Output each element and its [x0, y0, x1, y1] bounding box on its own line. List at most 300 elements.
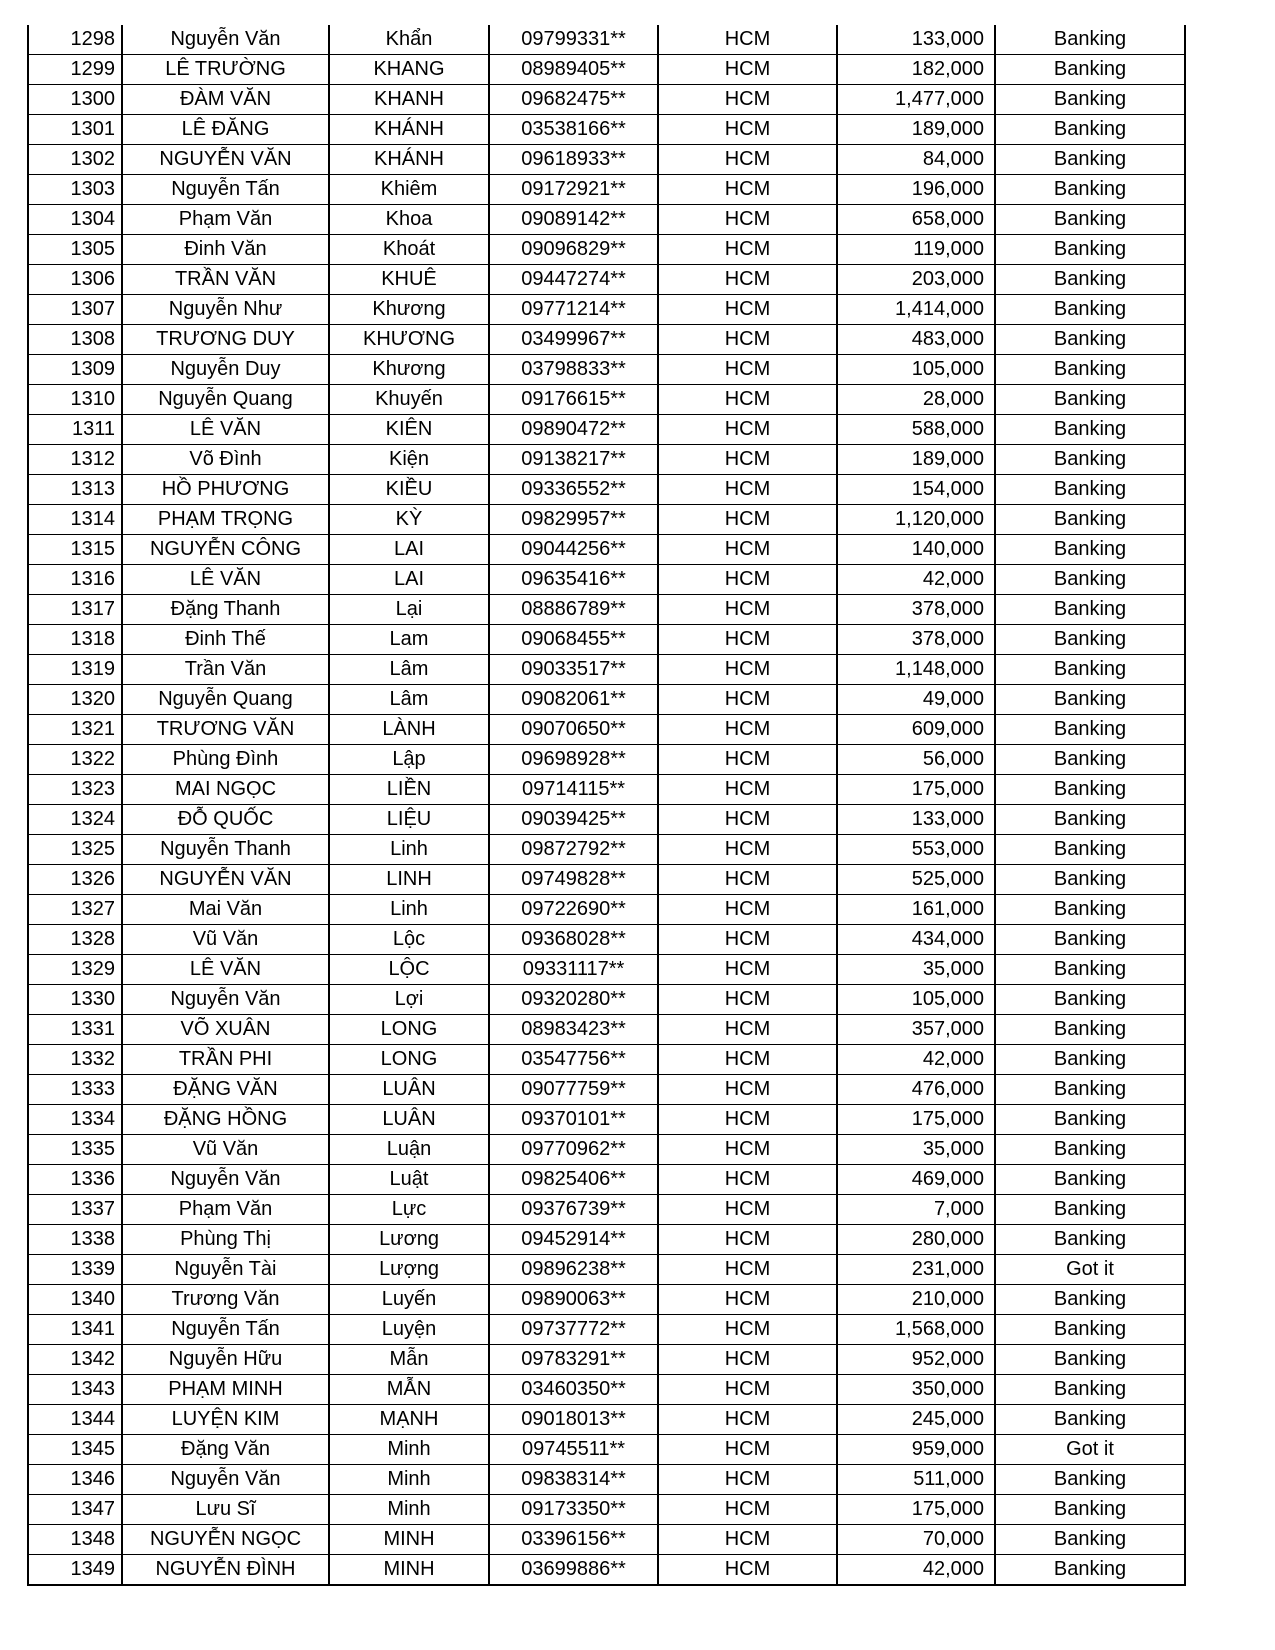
last-middle-name-cell: Nguyễn Quang [122, 385, 329, 415]
phone-number-cell: 03460350** [489, 1375, 658, 1405]
table-row [28, 535, 1185, 565]
method-cell: Banking [995, 475, 1185, 505]
city-cell: HCM [658, 1435, 837, 1465]
city-cell: HCM [658, 295, 837, 325]
method-cell: Got it [995, 1435, 1185, 1465]
method-cell: Banking [995, 1015, 1185, 1045]
first-name-cell: Luyến [329, 1285, 489, 1315]
amount-cell: 35,000 [837, 1135, 995, 1165]
city-cell: HCM [658, 205, 837, 235]
method-cell: Banking [995, 715, 1185, 745]
first-name-cell: Minh [329, 1495, 489, 1525]
table-row [28, 1495, 1185, 1525]
first-name-cell: LUÂN [329, 1105, 489, 1135]
row-number-cell: 1337 [28, 1195, 122, 1225]
row-number-cell: 1317 [28, 595, 122, 625]
method-cell: Banking [995, 1195, 1185, 1225]
table-row [28, 415, 1185, 445]
phone-number-cell: 09089142** [489, 205, 658, 235]
first-name-cell: Kiện [329, 445, 489, 475]
first-name-cell: LINH [329, 865, 489, 895]
amount-cell: 119,000 [837, 235, 995, 265]
city-cell: HCM [658, 1255, 837, 1285]
city-cell: HCM [658, 1315, 837, 1345]
last-middle-name-cell: NGUYỄN ĐÌNH [122, 1555, 329, 1586]
method-cell: Banking [995, 1405, 1185, 1435]
first-name-cell: KIÊN [329, 415, 489, 445]
row-number-cell: 1342 [28, 1345, 122, 1375]
phone-number-cell: 09890472** [489, 415, 658, 445]
last-middle-name-cell: Nguyễn Văn [122, 25, 329, 55]
first-name-cell: Khoa [329, 205, 489, 235]
first-name-cell: MINH [329, 1525, 489, 1555]
phone-number-cell: 09033517** [489, 655, 658, 685]
method-cell: Banking [995, 1135, 1185, 1165]
phone-number-cell: 09172921** [489, 175, 658, 205]
method-cell: Banking [995, 895, 1185, 925]
method-cell: Banking [995, 1315, 1185, 1345]
amount-cell: 154,000 [837, 475, 995, 505]
table-row [28, 655, 1185, 685]
last-middle-name-cell: Lưu Sĩ [122, 1495, 329, 1525]
amount-cell: 553,000 [837, 835, 995, 865]
first-name-cell: KHANH [329, 85, 489, 115]
city-cell: HCM [658, 865, 837, 895]
row-number-cell: 1343 [28, 1375, 122, 1405]
first-name-cell: Khương [329, 355, 489, 385]
amount-cell: 42,000 [837, 1555, 995, 1586]
phone-number-cell: 09070650** [489, 715, 658, 745]
method-cell: Banking [995, 1525, 1185, 1555]
last-middle-name-cell: Trần Văn [122, 655, 329, 685]
method-cell: Banking [995, 55, 1185, 85]
last-middle-name-cell: Nguyễn Văn [122, 985, 329, 1015]
phone-number-cell: 09320280** [489, 985, 658, 1015]
amount-cell: 161,000 [837, 895, 995, 925]
amount-cell: 1,414,000 [837, 295, 995, 325]
table-row [28, 1345, 1185, 1375]
last-middle-name-cell: Nguyễn Văn [122, 1165, 329, 1195]
city-cell: HCM [658, 955, 837, 985]
phone-number-cell: 09635416** [489, 565, 658, 595]
first-name-cell: LUÂN [329, 1075, 489, 1105]
row-number-cell: 1298 [28, 25, 122, 55]
first-name-cell: KỲ [329, 505, 489, 535]
first-name-cell: MINH [329, 1555, 489, 1586]
row-number-cell: 1308 [28, 325, 122, 355]
first-name-cell: Luận [329, 1135, 489, 1165]
phone-number-cell: 09825406** [489, 1165, 658, 1195]
phone-number-cell: 09096829** [489, 235, 658, 265]
phone-number-cell: 09872792** [489, 835, 658, 865]
table-row [28, 115, 1185, 145]
method-cell: Banking [995, 985, 1185, 1015]
table-row [28, 685, 1185, 715]
row-number-cell: 1336 [28, 1165, 122, 1195]
method-cell: Banking [995, 1165, 1185, 1195]
row-number-cell: 1318 [28, 625, 122, 655]
phone-number-cell: 08983423** [489, 1015, 658, 1045]
amount-cell: 511,000 [837, 1465, 995, 1495]
city-cell: HCM [658, 1165, 837, 1195]
phone-number-cell: 09044256** [489, 535, 658, 565]
table-row [28, 1435, 1185, 1465]
amount-cell: 28,000 [837, 385, 995, 415]
last-middle-name-cell: Nguyễn Quang [122, 685, 329, 715]
row-number-cell: 1304 [28, 205, 122, 235]
amount-cell: 469,000 [837, 1165, 995, 1195]
amount-cell: 525,000 [837, 865, 995, 895]
amount-cell: 1,568,000 [837, 1315, 995, 1345]
method-cell: Banking [995, 115, 1185, 145]
amount-cell: 42,000 [837, 1045, 995, 1075]
phone-number-cell: 09173350** [489, 1495, 658, 1525]
city-cell: HCM [658, 1465, 837, 1495]
phone-number-cell: 09176615** [489, 385, 658, 415]
row-number-cell: 1349 [28, 1555, 122, 1586]
phone-number-cell: 09370101** [489, 1105, 658, 1135]
amount-cell: 189,000 [837, 115, 995, 145]
city-cell: HCM [658, 895, 837, 925]
table-row [28, 1045, 1185, 1075]
amount-cell: 140,000 [837, 535, 995, 565]
phone-number-cell: 09838314** [489, 1465, 658, 1495]
table-row [28, 1465, 1185, 1495]
last-middle-name-cell: LUYỆN KIM [122, 1405, 329, 1435]
amount-cell: 476,000 [837, 1075, 995, 1105]
city-cell: HCM [658, 355, 837, 385]
last-middle-name-cell: LÊ ĐĂNG [122, 115, 329, 145]
phone-number-cell: 09336552** [489, 475, 658, 505]
city-cell: HCM [658, 1375, 837, 1405]
row-number-cell: 1306 [28, 265, 122, 295]
row-number-cell: 1305 [28, 235, 122, 265]
phone-number-cell: 03538166** [489, 115, 658, 145]
table-row [28, 745, 1185, 775]
method-cell: Banking [995, 775, 1185, 805]
city-cell: HCM [658, 775, 837, 805]
first-name-cell: Lâm [329, 655, 489, 685]
table-row [28, 25, 1185, 55]
row-number-cell: 1328 [28, 925, 122, 955]
phone-number-cell: 09082061** [489, 685, 658, 715]
amount-cell: 189,000 [837, 445, 995, 475]
row-number-cell: 1341 [28, 1315, 122, 1345]
table-row [28, 985, 1185, 1015]
first-name-cell: Khiêm [329, 175, 489, 205]
row-number-cell: 1320 [28, 685, 122, 715]
row-number-cell: 1325 [28, 835, 122, 865]
amount-cell: 105,000 [837, 355, 995, 385]
row-number-cell: 1334 [28, 1105, 122, 1135]
last-middle-name-cell: LÊ VĂN [122, 565, 329, 595]
amount-cell: 357,000 [837, 1015, 995, 1045]
phone-number-cell: 09749828** [489, 865, 658, 895]
city-cell: HCM [658, 745, 837, 775]
city-cell: HCM [658, 715, 837, 745]
amount-cell: 35,000 [837, 955, 995, 985]
city-cell: HCM [658, 265, 837, 295]
phone-number-cell: 09745511** [489, 1435, 658, 1465]
first-name-cell: LAI [329, 535, 489, 565]
table-row [28, 85, 1185, 115]
city-cell: HCM [658, 1525, 837, 1555]
table-row [28, 1405, 1185, 1435]
last-middle-name-cell: Nguyễn Như [122, 295, 329, 325]
phone-number-cell: 09799331** [489, 25, 658, 55]
table-row [28, 1315, 1185, 1345]
first-name-cell: LAI [329, 565, 489, 595]
table-row [28, 1105, 1185, 1135]
method-cell: Banking [995, 85, 1185, 115]
amount-cell: 70,000 [837, 1525, 995, 1555]
row-number-cell: 1300 [28, 85, 122, 115]
first-name-cell: Mẫn [329, 1345, 489, 1375]
last-middle-name-cell: Nguyễn Thanh [122, 835, 329, 865]
method-cell: Banking [995, 355, 1185, 385]
city-cell: HCM [658, 1195, 837, 1225]
row-number-cell: 1324 [28, 805, 122, 835]
last-middle-name-cell: ĐỖ QUỐC [122, 805, 329, 835]
amount-cell: 280,000 [837, 1225, 995, 1255]
city-cell: HCM [658, 145, 837, 175]
row-number-cell: 1338 [28, 1225, 122, 1255]
row-number-cell: 1330 [28, 985, 122, 1015]
last-middle-name-cell: Nguyễn Duy [122, 355, 329, 385]
donor-table-body [28, 25, 1185, 1585]
amount-cell: 210,000 [837, 1285, 995, 1315]
table-row [28, 175, 1185, 205]
table-row [28, 445, 1185, 475]
table-row [28, 955, 1185, 985]
amount-cell: 42,000 [837, 565, 995, 595]
last-middle-name-cell: Võ Đình [122, 445, 329, 475]
method-cell: Banking [995, 865, 1185, 895]
table-row [28, 805, 1185, 835]
amount-cell: 175,000 [837, 1495, 995, 1525]
last-middle-name-cell: HỒ PHƯƠNG [122, 475, 329, 505]
amount-cell: 56,000 [837, 745, 995, 775]
city-cell: HCM [658, 595, 837, 625]
last-middle-name-cell: TRƯƠNG DUY [122, 325, 329, 355]
last-middle-name-cell: Đặng Văn [122, 1435, 329, 1465]
last-middle-name-cell: PHẠM TRỌNG [122, 505, 329, 535]
amount-cell: 133,000 [837, 805, 995, 835]
row-number-cell: 1309 [28, 355, 122, 385]
row-number-cell: 1314 [28, 505, 122, 535]
row-number-cell: 1331 [28, 1015, 122, 1045]
last-middle-name-cell: Phùng Thị [122, 1225, 329, 1255]
first-name-cell: LIỆU [329, 805, 489, 835]
table-row [28, 835, 1185, 865]
table-row [28, 475, 1185, 505]
table-row [28, 1015, 1185, 1045]
city-cell: HCM [658, 835, 837, 865]
amount-cell: 203,000 [837, 265, 995, 295]
first-name-cell: Lại [329, 595, 489, 625]
phone-number-cell: 03699886** [489, 1555, 658, 1586]
table-row [28, 1375, 1185, 1405]
last-middle-name-cell: NGUYỄN NGỌC [122, 1525, 329, 1555]
first-name-cell: LỘC [329, 955, 489, 985]
amount-cell: 434,000 [837, 925, 995, 955]
last-middle-name-cell: MAI NGỌC [122, 775, 329, 805]
last-middle-name-cell: NGUYỄN VĂN [122, 865, 329, 895]
row-number-cell: 1345 [28, 1435, 122, 1465]
last-middle-name-cell: Phạm Văn [122, 205, 329, 235]
first-name-cell: Lợi [329, 985, 489, 1015]
first-name-cell: Lộc [329, 925, 489, 955]
table-row [28, 595, 1185, 625]
amount-cell: 49,000 [837, 685, 995, 715]
city-cell: HCM [658, 565, 837, 595]
last-middle-name-cell: LÊ VĂN [122, 415, 329, 445]
table-row [28, 625, 1185, 655]
table-row [28, 775, 1185, 805]
table-row [28, 265, 1185, 295]
row-number-cell: 1316 [28, 565, 122, 595]
row-number-cell: 1323 [28, 775, 122, 805]
method-cell: Banking [995, 1375, 1185, 1405]
method-cell: Banking [995, 655, 1185, 685]
last-middle-name-cell: Nguyễn Văn [122, 1465, 329, 1495]
phone-number-cell: 03499967** [489, 325, 658, 355]
city-cell: HCM [658, 325, 837, 355]
row-number-cell: 1307 [28, 295, 122, 325]
phone-number-cell: 09896238** [489, 1255, 658, 1285]
city-cell: HCM [658, 235, 837, 265]
method-cell: Banking [995, 1045, 1185, 1075]
city-cell: HCM [658, 685, 837, 715]
city-cell: HCM [658, 1075, 837, 1105]
phone-number-cell: 09452914** [489, 1225, 658, 1255]
last-middle-name-cell: Nguyễn Tấn [122, 1315, 329, 1345]
first-name-cell: Lương [329, 1225, 489, 1255]
method-cell: Banking [995, 235, 1185, 265]
method-cell: Banking [995, 595, 1185, 625]
city-cell: HCM [658, 1495, 837, 1525]
table-row [28, 865, 1185, 895]
city-cell: HCM [658, 85, 837, 115]
city-cell: HCM [658, 925, 837, 955]
row-number-cell: 1303 [28, 175, 122, 205]
amount-cell: 609,000 [837, 715, 995, 745]
amount-cell: 483,000 [837, 325, 995, 355]
table-row [28, 145, 1185, 175]
row-number-cell: 1329 [28, 955, 122, 985]
method-cell: Banking [995, 1105, 1185, 1135]
last-middle-name-cell: Đinh Văn [122, 235, 329, 265]
amount-cell: 378,000 [837, 625, 995, 655]
last-middle-name-cell: TRẦN PHI [122, 1045, 329, 1075]
phone-number-cell: 09077759** [489, 1075, 658, 1105]
phone-number-cell: 03547756** [489, 1045, 658, 1075]
amount-cell: 1,477,000 [837, 85, 995, 115]
row-number-cell: 1299 [28, 55, 122, 85]
first-name-cell: Luyện [329, 1315, 489, 1345]
first-name-cell: KHƯƠNG [329, 325, 489, 355]
phone-number-cell: 03798833** [489, 355, 658, 385]
first-name-cell: KIỀU [329, 475, 489, 505]
first-name-cell: LIỀN [329, 775, 489, 805]
phone-number-cell: 09771214** [489, 295, 658, 325]
method-cell: Banking [995, 565, 1185, 595]
first-name-cell: LONG [329, 1015, 489, 1045]
amount-cell: 105,000 [837, 985, 995, 1015]
first-name-cell: Lượng [329, 1255, 489, 1285]
table-row [28, 1225, 1185, 1255]
amount-cell: 959,000 [837, 1435, 995, 1465]
row-number-cell: 1315 [28, 535, 122, 565]
method-cell: Banking [995, 145, 1185, 175]
row-number-cell: 1346 [28, 1465, 122, 1495]
first-name-cell: Khuyến [329, 385, 489, 415]
phone-number-cell: 09890063** [489, 1285, 658, 1315]
first-name-cell: Lập [329, 745, 489, 775]
table-row [28, 1195, 1185, 1225]
method-cell: Banking [995, 1495, 1185, 1525]
row-number-cell: 1310 [28, 385, 122, 415]
first-name-cell: Khương [329, 295, 489, 325]
phone-number-cell: 09682475** [489, 85, 658, 115]
table-row [28, 1255, 1185, 1285]
method-cell: Banking [995, 445, 1185, 475]
first-name-cell: Lực [329, 1195, 489, 1225]
phone-number-cell: 09039425** [489, 805, 658, 835]
phone-number-cell: 09783291** [489, 1345, 658, 1375]
table-row [28, 505, 1185, 535]
row-number-cell: 1333 [28, 1075, 122, 1105]
table-row [28, 1165, 1185, 1195]
city-cell: HCM [658, 1225, 837, 1255]
row-number-cell: 1327 [28, 895, 122, 925]
city-cell: HCM [658, 1555, 837, 1586]
row-number-cell: 1302 [28, 145, 122, 175]
last-middle-name-cell: NGUYỄN VĂN [122, 145, 329, 175]
first-name-cell: Linh [329, 835, 489, 865]
phone-number-cell: 08989405** [489, 55, 658, 85]
row-number-cell: 1347 [28, 1495, 122, 1525]
method-cell: Banking [995, 415, 1185, 445]
table-row [28, 205, 1185, 235]
amount-cell: 133,000 [837, 25, 995, 55]
row-number-cell: 1340 [28, 1285, 122, 1315]
phone-number-cell: 09138217** [489, 445, 658, 475]
amount-cell: 182,000 [837, 55, 995, 85]
phone-number-cell: 09068455** [489, 625, 658, 655]
amount-cell: 1,120,000 [837, 505, 995, 535]
table-row [28, 235, 1185, 265]
last-middle-name-cell: Trương Văn [122, 1285, 329, 1315]
table-row [28, 1135, 1185, 1165]
city-cell: HCM [658, 1405, 837, 1435]
last-middle-name-cell: Nguyễn Tài [122, 1255, 329, 1285]
city-cell: HCM [658, 1285, 837, 1315]
city-cell: HCM [658, 115, 837, 145]
phone-number-cell: 09829957** [489, 505, 658, 535]
city-cell: HCM [658, 25, 837, 55]
phone-number-cell: 09737772** [489, 1315, 658, 1345]
first-name-cell: KHANG [329, 55, 489, 85]
method-cell: Banking [995, 385, 1185, 415]
table-row [28, 295, 1185, 325]
table-row [28, 1075, 1185, 1105]
first-name-cell: MẪN [329, 1375, 489, 1405]
first-name-cell: Lam [329, 625, 489, 655]
first-name-cell: Minh [329, 1465, 489, 1495]
method-cell: Banking [995, 505, 1185, 535]
phone-number-cell: 09698928** [489, 745, 658, 775]
